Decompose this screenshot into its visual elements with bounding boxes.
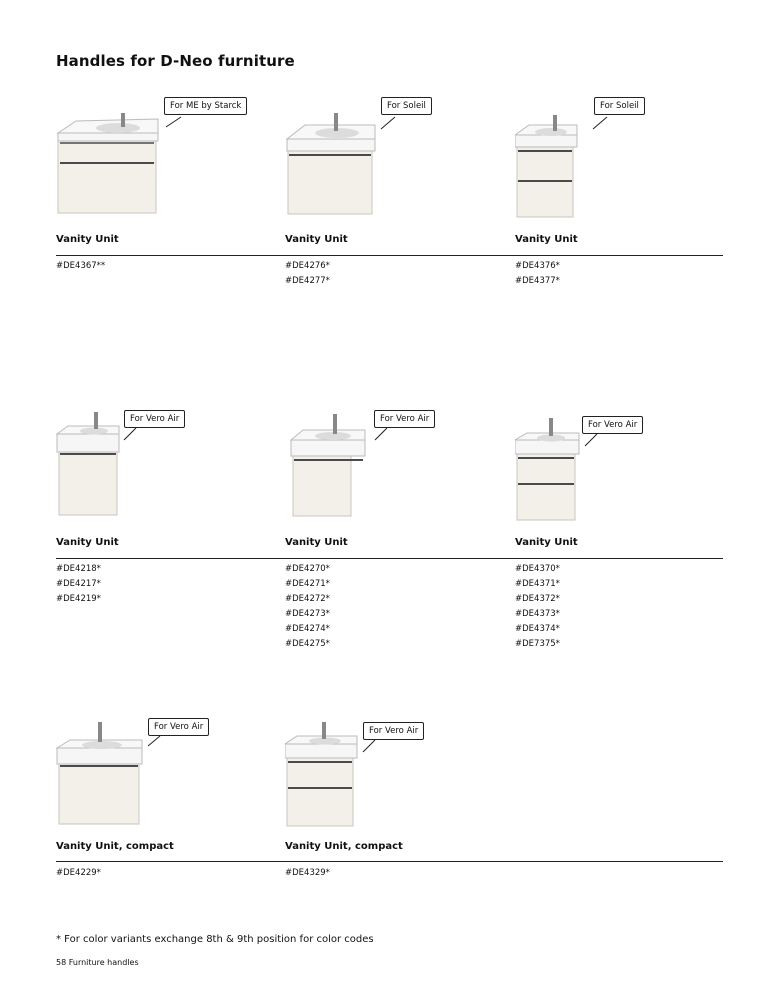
product-label: Vanity Unit, compact bbox=[56, 841, 174, 852]
product-code: #DE4270* bbox=[285, 564, 330, 574]
compatibility-callout: For Vero Air bbox=[363, 722, 424, 740]
section-divider bbox=[56, 861, 723, 862]
product-codes bbox=[56, 259, 105, 274]
compatibility-callout: For Soleil bbox=[381, 97, 432, 115]
product-code: #DE4373* bbox=[515, 609, 560, 619]
product-code: #DE4275* bbox=[285, 639, 330, 649]
page-footer: 58 Furniture handles bbox=[56, 958, 139, 967]
compatibility-callout: For Vero Air bbox=[582, 416, 643, 434]
product-codes bbox=[515, 259, 560, 289]
page-title: Handles for D-Neo furniture bbox=[56, 52, 295, 70]
product-code: #DE4372* bbox=[515, 594, 560, 604]
product-code: #DE4376* bbox=[515, 261, 560, 271]
product-code: #DE4367** bbox=[56, 261, 106, 271]
compatibility-callout: For Vero Air bbox=[374, 410, 435, 428]
product-label: Vanity Unit bbox=[56, 234, 119, 245]
compatibility-callout: For Vero Air bbox=[124, 410, 185, 428]
footnote: * For color variants exchange 8th & 9th position for color codes bbox=[56, 934, 374, 945]
product-codes bbox=[56, 562, 101, 607]
product-code: #DE4272* bbox=[285, 594, 330, 604]
product-code: #DE4229* bbox=[56, 868, 101, 878]
product-label: Vanity Unit bbox=[515, 537, 578, 548]
product-label: Vanity Unit bbox=[285, 537, 348, 548]
product-code: #DE4276* bbox=[285, 261, 330, 271]
product-code: #DE4271* bbox=[285, 579, 330, 589]
product-code: #DE4217* bbox=[56, 579, 101, 589]
product-codes bbox=[285, 259, 330, 289]
product-code: #DE7375* bbox=[515, 639, 560, 649]
product-codes bbox=[515, 562, 560, 652]
product-code: #DE4219* bbox=[56, 594, 101, 604]
product-codes bbox=[285, 866, 330, 881]
product-label: Vanity Unit bbox=[515, 234, 578, 245]
compatibility-callout: For ME by Starck bbox=[164, 97, 247, 115]
section-divider bbox=[56, 558, 723, 559]
product-codes bbox=[285, 562, 330, 652]
product-code: #DE4374* bbox=[515, 624, 560, 634]
product-code: #DE4329* bbox=[285, 868, 330, 878]
product-code: #DE4277* bbox=[285, 276, 330, 286]
compatibility-callout: For Soleil bbox=[594, 97, 645, 115]
product-code: #DE4377* bbox=[515, 276, 560, 286]
product-codes bbox=[56, 866, 101, 881]
product-code: #DE4370* bbox=[515, 564, 560, 574]
product-label: Vanity Unit bbox=[285, 234, 348, 245]
product-code: #DE4371* bbox=[515, 579, 560, 589]
product-code: #DE4274* bbox=[285, 624, 330, 634]
product-code: #DE4218* bbox=[56, 564, 101, 574]
product-label: Vanity Unit, compact bbox=[285, 841, 403, 852]
section-divider bbox=[56, 255, 723, 256]
compatibility-callout: For Vero Air bbox=[148, 718, 209, 736]
product-code: #DE4273* bbox=[285, 609, 330, 619]
product-label: Vanity Unit bbox=[56, 537, 119, 548]
